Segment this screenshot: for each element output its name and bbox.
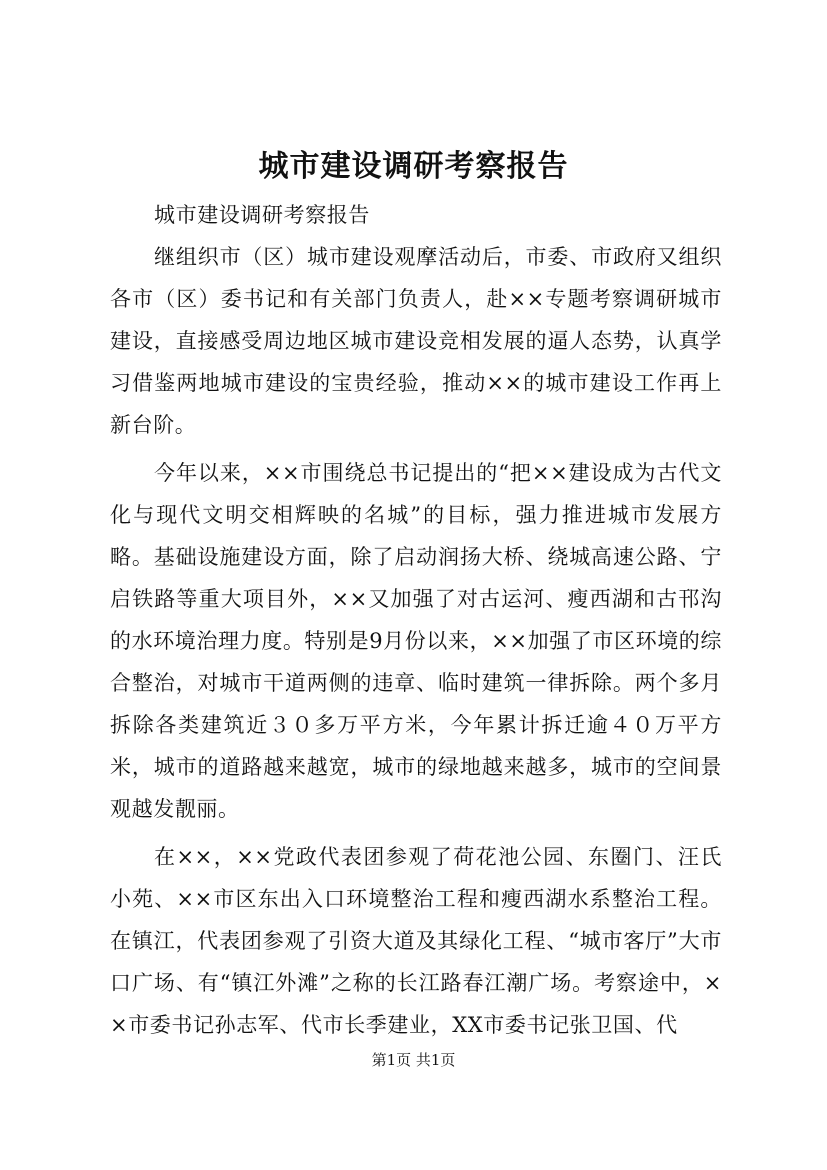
document-title: 城市建设调研考察报告 (258, 149, 569, 184)
body-paragraph: 在××，××党政代表团参观了荷花池公园、东圈门、汪氏小苑、××市区东出入口环境整治工程和瘦西湖水系整治工程。在镇江，代表团参观了引资大道及其绿化工程、“城市客厅”大市口广场、有“镇江外滩”之称的长江路春江潮广场。考察途中，××市委书记孙志军、代市长季建业，XX市委书记张卫国、代 (110, 845, 722, 1037)
subtitle-paragraph: 城市建设调研考察报告 (154, 203, 370, 227)
body-paragraph: 今年以来，××市围绕总书记提出的“把××建设成为古代文化与现代文明交相辉映的名城”的目标，强力推进城市发展方略。基础设施建设方面，除了启动润扬大桥、绕城高速公路、宁启铁路等重大项目外，××又加强了对古运河、瘦西湖和古邗沟的水环境治理力度。特别是9月份以来，××加强了市区环境的综合整治，对城市干道两侧的违章、临时建筑一律拆除。两个多月拆除各类建筑近３０多万平方米，今年累计拆迁逾４０万平方米，城市的道路越来越宽，城市的绿地越来越多，城市的空间景观越发靓丽。 (110, 461, 722, 821)
body-paragraph: 继组织市（区）城市建设观摩活动后，市委、市政府又组织各市（区）委书记和有关部门负责人，赴××专题考察调研城市建设，直接感受周边地区城市建设竞相发展的逼人态势，认真学习借鉴两地城市建设的宝贵经验，推动××的城市建设工作再上新台阶。 (110, 245, 722, 437)
document-body (110, 194, 722, 1046)
page-number-footer: 第1页 共1页 (371, 1051, 456, 1069)
